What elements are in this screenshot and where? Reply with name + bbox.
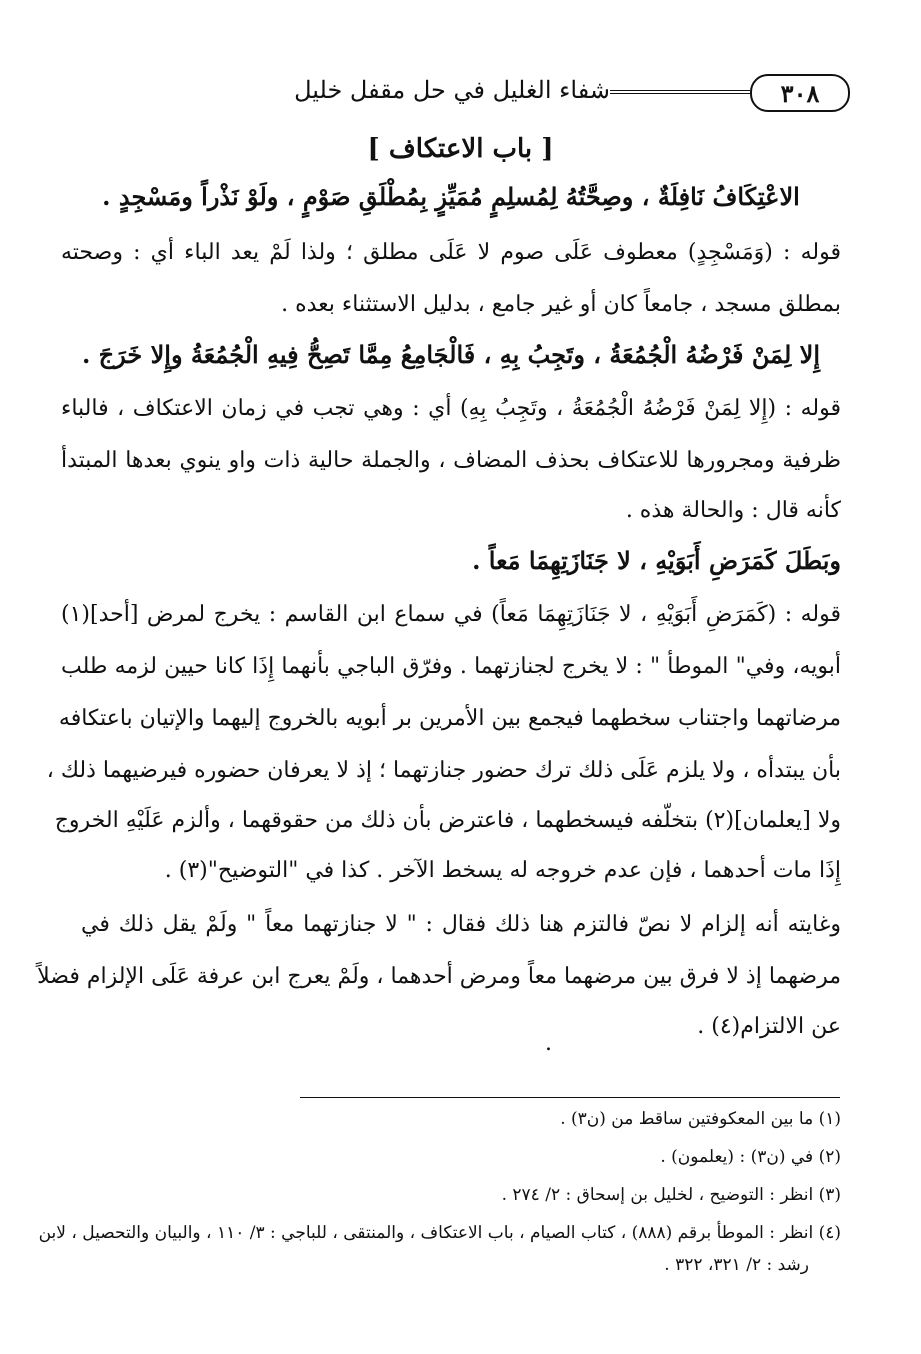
commentary-line: بأن يبتدأه ، ولا يلزم عَلَى ذلك ترك حضور جنازتهما ؛ إذ لا يعرفان حضوره فيرضيهما ذلك ،: [46, 758, 841, 783]
commentary-line: مرضهما إذ لا فرق بين مرضهما معاً ومرض أحدهما ، ولَمْ يعرج ابن عرفة عَلَى الإلزام فضلاً: [37, 964, 841, 989]
header-rule: [610, 90, 750, 94]
commentary-line: ولا [يعلمان](٢) بتخلّفه فيسخطهما ، فاعترض بأن ذلك من حقوقهما ، وألزم عَلَيْهِ الخروج: [54, 808, 841, 833]
footnote: رشد : ٢/ ٣٢١، ٣٢٢ .: [664, 1255, 809, 1275]
footnote: (٣) انظر : التوضيح ، لخليل بن إسحاق : ٢/ ٢٧٤ .: [501, 1185, 841, 1205]
commentary-line: إِذَا مات أحدهما ، فإن عدم خروجه له يسخط الآخر . كذا في "التوضيح"(٣) .: [164, 858, 841, 883]
matn-line: الاعْتِكَافُ نَافِلَةٌ ، وصِحَّتُهُ لِمُسلِمٍ مُمَيِّزٍ بِمُطْلَقِ صَوْمٍ ، ولَوْ نَذْراً ومَسْجِدٍ .: [102, 182, 800, 211]
page-number: ٣٠٨: [750, 74, 850, 112]
commentary-line: عن الالتزام(٤) .: [697, 1014, 841, 1039]
footnote: (١) ما بين المعكوفتين ساقط من (ن٣) .: [560, 1109, 841, 1129]
footnote-rule: [300, 1097, 840, 1098]
commentary-line: قوله : (إِلا لِمَنْ فَرْضُهُ الْجُمُعَةُ ، وتَجِبُ بِهِ) أي : وهي تجب في زمان الاعتكاف ، فالباء: [61, 396, 841, 421]
commentary-line: وغايته أنه إلزام لا نصّ فالتزم هنا ذلك فقال : " لا جنازتهما معاً " ولَمْ يقل ذلك في: [81, 912, 841, 937]
commentary-line: مرضاتهما واجتناب سخطهما فيجمع بين الأمرين بر أبويه بالخروج إليهما والإتيان باعتكافه: [58, 706, 841, 731]
stray-dot: .: [545, 1031, 552, 1056]
matn-line: إِلا لِمَنْ فَرْضُهُ الْجُمُعَةُ ، وتَجِبُ بِهِ ، فَالْجَامِعُ مِمَّا تَصِحُّ فِيهِ الْجُمُعَةُ وإِلا خَرَجَ .: [81, 340, 821, 369]
commentary-line: بمطلق مسجد ، جامعاً كان أو غير جامع ، بدليل الاستثناء بعده .: [281, 292, 841, 317]
footnote: (٤) انظر : الموطأ برقم (٨٨٨) ، كتاب الصيام ، باب الاعتكاف ، والمنتقى ، للباجي : ٣/ ١١٠ ، والبيان والتحصيل ، لابن: [38, 1223, 841, 1243]
commentary-line: قوله : (وَمَسْجِدٍ) معطوف عَلَى صوم لا عَلَى مطلق ؛ ولذا لَمْ يعد الباء أي : وصحته: [61, 240, 841, 265]
commentary-line: كأنه قال : والحالة هذه .: [625, 498, 841, 523]
commentary-line: أبويه، وفي" الموطأ " : لا يخرج لجنازتهما . وفرّق الباجي بأنهما إِذَا كانا حيين لزمه طلب: [61, 654, 841, 679]
book-title: شفاء الغليل في حل مقفل خليل: [294, 76, 610, 104]
matn-line: وبَطَلَ كَمَرَضِ أَبَوَيْهِ ، لا جَنَازَتِهِمَا مَعاً .: [472, 546, 841, 575]
commentary-line: قوله : (كَمَرَضِ أَبَوَيْهِ ، لا جَنَازَتِهِمَا مَعاً) في سماع ابن القاسم : يخرج لمرض [أحد](١): [61, 602, 841, 627]
footnote: (٢) في (ن٣) : (يعلمون) .: [660, 1147, 841, 1167]
commentary-line: ظرفية ومجرورها للاعتكاف بحذف المضاف ، والجملة حالية ذات واو ينوي بعدها المبتدأ: [61, 448, 841, 473]
running-header: [80, 70, 850, 114]
chapter-title: [ باب الاعتكاف ]: [367, 134, 554, 164]
